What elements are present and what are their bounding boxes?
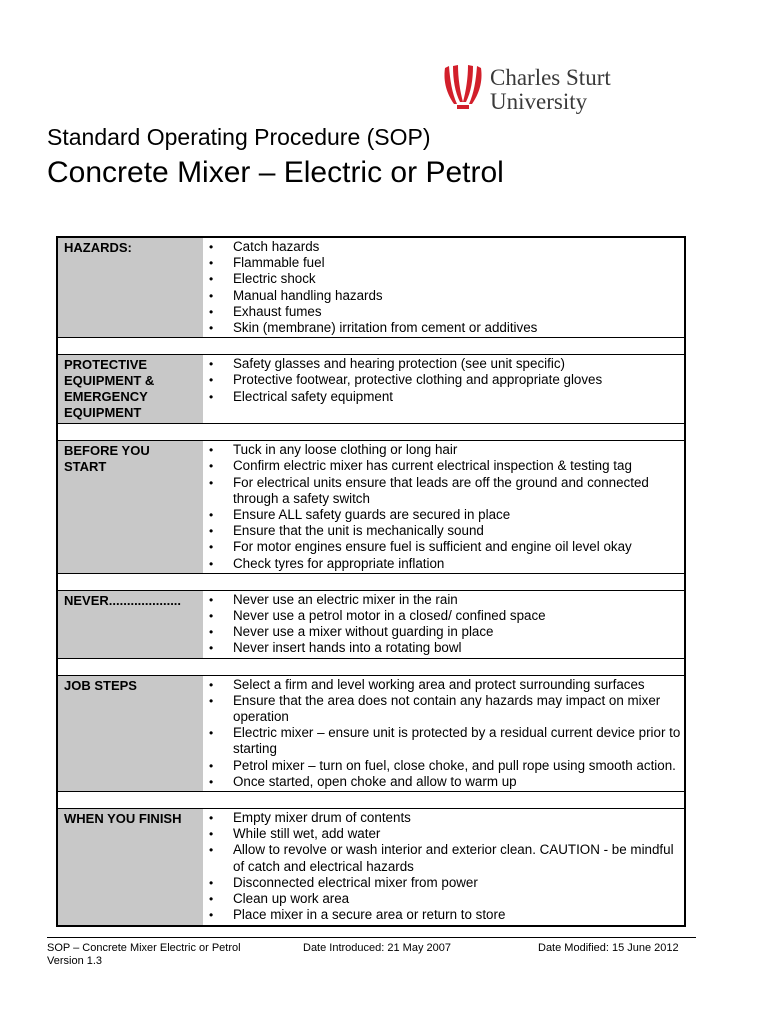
university-logo bbox=[441, 64, 641, 114]
section-separator bbox=[58, 792, 684, 809]
section-separator bbox=[58, 424, 684, 441]
sop-section-row bbox=[58, 676, 684, 792]
list-item: • Protective footwear, protective clothing and appropriate gloves bbox=[231, 372, 684, 388]
list-item: • Never use a mixer without guarding in place bbox=[231, 624, 684, 640]
section-label bbox=[58, 591, 203, 658]
section-label bbox=[58, 809, 203, 924]
section-label-line: BEFORE YOU bbox=[64, 443, 150, 459]
sop-table bbox=[56, 236, 686, 927]
list-item: • Petrol mixer – turn on fuel, close choke, and pull rope using smooth action. bbox=[231, 758, 684, 774]
section-item-list bbox=[203, 676, 684, 791]
list-item: • Ensure that the unit is mechanically sound bbox=[231, 523, 684, 539]
list-item: • Select a firm and level working area and protect surrounding surfaces bbox=[231, 677, 684, 693]
section-item-list bbox=[203, 441, 684, 573]
footer-version: Version 1.3 bbox=[47, 955, 103, 967]
section-item-list bbox=[203, 809, 684, 924]
list-item: • Exhaust fumes bbox=[231, 304, 684, 320]
section-label bbox=[58, 355, 203, 423]
list-item: • Electric mixer – ensure unit is protected by a residual current device prior to starting bbox=[231, 725, 684, 757]
list-item: • Ensure that the area does not contain any hazards may impact on mixer operation bbox=[231, 693, 684, 725]
sop-section-row bbox=[58, 441, 684, 574]
sop-section-row bbox=[58, 591, 684, 659]
section-label bbox=[58, 238, 203, 337]
section-label-line: EMERGENCY bbox=[64, 389, 148, 405]
section-item-list bbox=[203, 238, 684, 337]
list-item: • Never use a petrol motor in a closed/ confined space bbox=[231, 608, 684, 624]
list-item: • Never insert hands into a rotating bowl bbox=[231, 640, 684, 656]
section-label-line: JOB STEPS bbox=[64, 677, 137, 693]
section-label-line: WHEN YOU FINISH bbox=[64, 811, 182, 827]
section-label bbox=[58, 441, 203, 573]
sop-section-row bbox=[58, 355, 684, 424]
document-title: Concrete Mixer – Electric or Petrol bbox=[47, 156, 504, 189]
sop-section-row bbox=[58, 809, 684, 924]
list-item: • Skin (membrane) irritation from cement or additives bbox=[231, 320, 684, 336]
list-item: • Once started, open choke and allow to warm up bbox=[231, 774, 684, 790]
section-item-list bbox=[203, 355, 684, 423]
list-item: • Flammable fuel bbox=[231, 255, 684, 271]
logo-emblem-icon bbox=[441, 64, 485, 110]
section-item-list bbox=[203, 591, 684, 658]
list-item: • Confirm electric mixer has current electrical inspection & testing tag bbox=[231, 458, 684, 474]
section-separator bbox=[58, 659, 684, 676]
section-label-line: PROTECTIVE bbox=[64, 357, 148, 373]
list-item: • Tuck in any loose clothing or long hair bbox=[231, 442, 684, 458]
list-item: • Ensure ALL safety guards are secured in place bbox=[231, 507, 684, 523]
list-item: • For electrical units ensure that leads are off the ground and connected through a safety switch bbox=[231, 475, 684, 507]
footer-date-modified: Date Modified: 15 June 2012 bbox=[538, 942, 679, 954]
section-label-line: EQUIPMENT bbox=[64, 405, 142, 421]
list-item: • While still wet, add water bbox=[231, 826, 684, 842]
list-item: • Catch hazards bbox=[231, 239, 684, 255]
list-item: • Place mixer in a secure area or return to store bbox=[231, 907, 684, 923]
list-item: • Electrical safety equipment bbox=[231, 389, 684, 405]
page-footer bbox=[47, 937, 696, 967]
section-label-line: NEVER.................... bbox=[64, 592, 182, 608]
list-item: • Check tyres for appropriate inflation bbox=[231, 556, 684, 572]
list-item: • Manual handling hazards bbox=[231, 288, 684, 304]
list-item: • Allow to revolve or wash interior and exterior clean. CAUTION - be mindful of catch and electrical hazards bbox=[231, 842, 684, 874]
section-label-line: EQUIPMENT & bbox=[64, 373, 155, 389]
list-item: • Electric shock bbox=[231, 271, 684, 287]
logo-text-line2: University bbox=[490, 89, 588, 114]
section-separator bbox=[58, 574, 684, 591]
document-subtitle: Standard Operating Procedure (SOP) bbox=[47, 124, 431, 150]
footer-document-name: SOP – Concrete Mixer Electric or Petrol bbox=[47, 942, 241, 954]
list-item: • Safety glasses and hearing protection (see unit specific) bbox=[231, 356, 684, 372]
list-item: • Never use an electric mixer in the rain bbox=[231, 592, 684, 608]
sop-section-row bbox=[58, 238, 684, 338]
logo-text-line1: Charles Sturt bbox=[490, 65, 611, 90]
section-label-line: START bbox=[64, 459, 107, 475]
footer-date-introduced: Date Introduced: 21 May 2007 bbox=[303, 942, 451, 954]
list-item: • For motor engines ensure fuel is sufficient and engine oil level okay bbox=[231, 539, 684, 555]
section-label bbox=[58, 676, 203, 791]
list-item: • Empty mixer drum of contents bbox=[231, 810, 684, 826]
section-separator bbox=[58, 338, 684, 355]
section-label-line: HAZARDS: bbox=[64, 240, 132, 255]
list-item: • Clean up work area bbox=[231, 891, 684, 907]
list-item: • Disconnected electrical mixer from power bbox=[231, 875, 684, 891]
